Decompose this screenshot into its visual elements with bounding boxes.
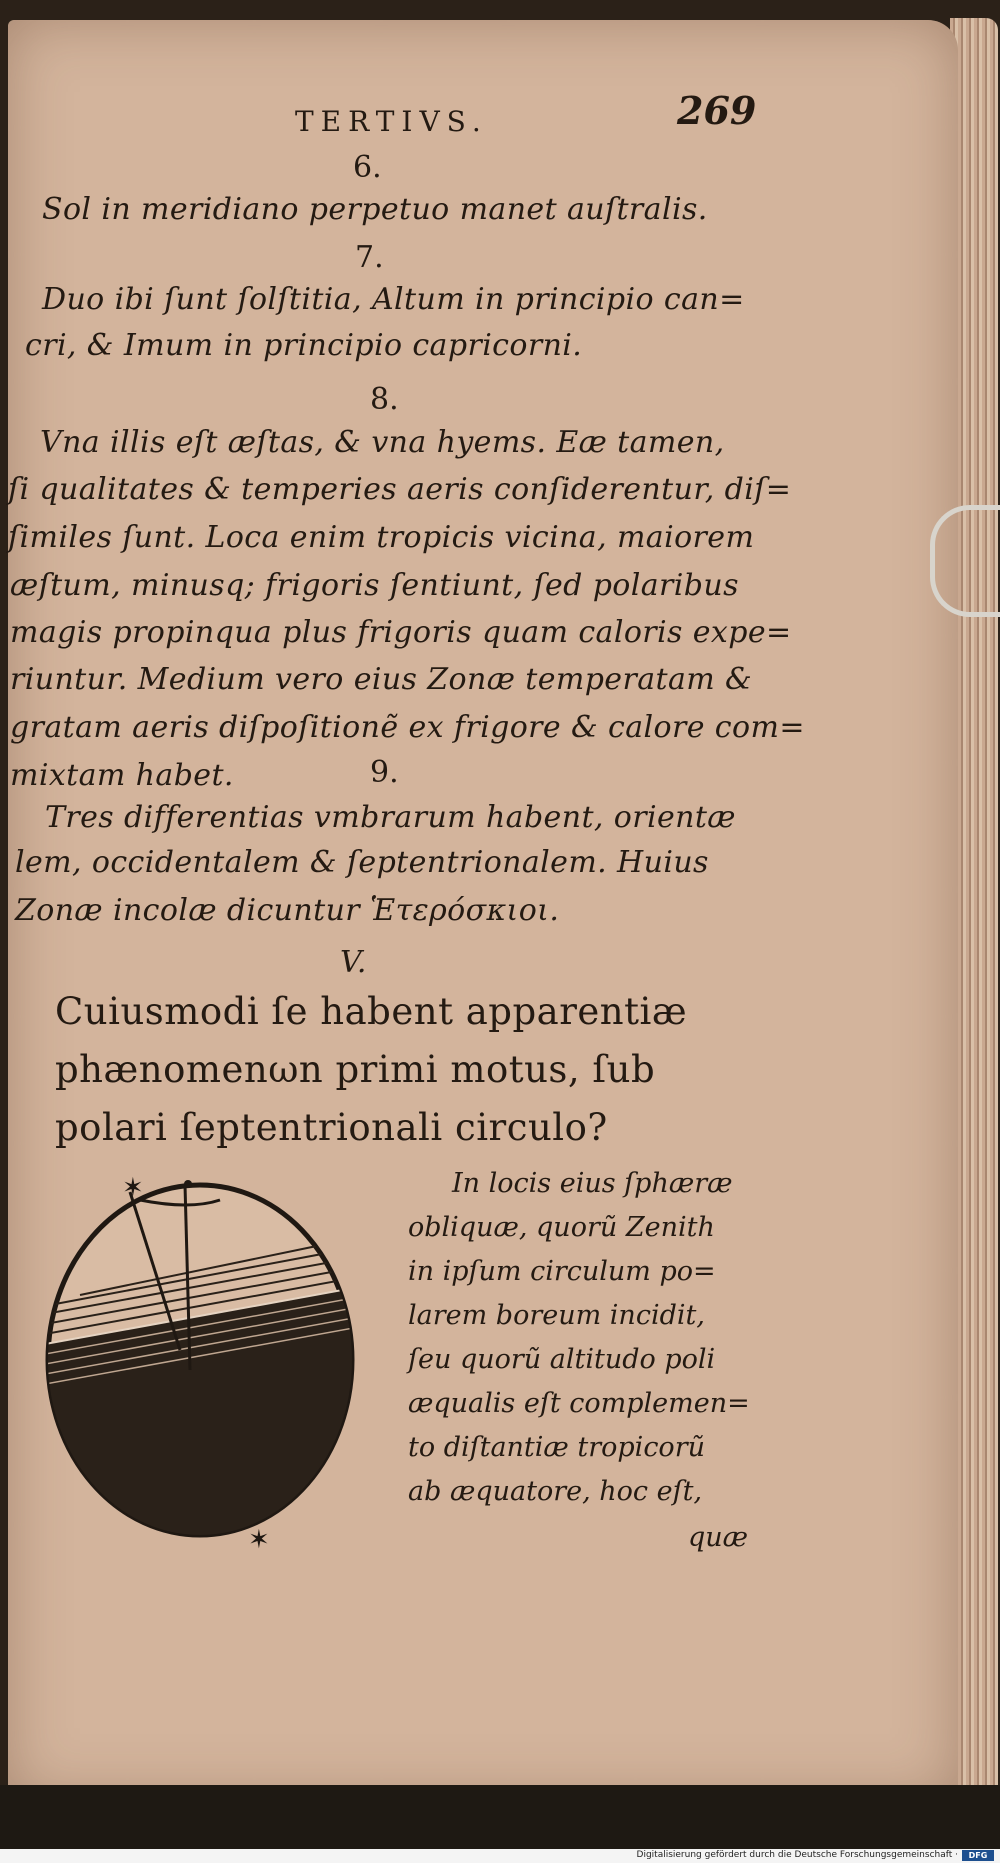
south-pole-star-icon: ✶ (248, 1525, 270, 1555)
side-text-line: in ipſum circulum po= (408, 1256, 716, 1287)
page-number: 269 (677, 88, 757, 133)
side-text-line: ſeu quorũ altitudo poli (408, 1344, 716, 1375)
running-header: TERTIVS. (295, 105, 488, 138)
text-line: ſi qualitates & temperies aeris conſiderentur, diſ= (8, 472, 792, 507)
section-number-9: 9. (370, 755, 399, 790)
sphere-woodcut-figure (20, 1170, 380, 1570)
catchword: quæ (688, 1522, 749, 1553)
chapter-heading-line: phænomenωn primi motus, ſub (55, 1048, 656, 1091)
text-line: magis propinqua plus frigoris quam caloris expe= (10, 615, 792, 650)
text-line: Duo ibi ſunt ſolſtitia, Altum in principio can= (42, 282, 745, 317)
side-text-line: ab æquatore, hoc eſt, (408, 1476, 703, 1507)
book-clip (930, 505, 1000, 617)
text-line: riuntur. Medium vero eius Zonæ temperatam & (10, 662, 753, 697)
side-text-line: to diſtantiæ tropicorũ (408, 1432, 705, 1463)
section-number-7: 7. (355, 240, 384, 275)
chapter-numeral: V. (340, 945, 367, 980)
side-text-line: obliquæ, quorũ Zenith (408, 1212, 715, 1243)
side-text-line: In locis eius ſphæræ (452, 1168, 733, 1199)
text-line: Vna illis eſt æſtas, & vna hyems. Eæ tamen, (40, 425, 725, 460)
side-text-line: larem boreum incidit, (408, 1300, 705, 1331)
text-line: cri, & Imum in principio capricorni. (25, 328, 583, 363)
chapter-heading-line: Cuiusmodi ſe habent apparentiæ (55, 990, 688, 1033)
funding-credit: Digitalisierung gefördert durch die Deutsche Forschungsgemeinschaft · (636, 1850, 958, 1860)
chapter-heading-line: polari ſeptentrionali circulo? (55, 1106, 608, 1149)
text-line: Zonæ incolæ dicuntur Ἑτερόσκιοι. (15, 893, 560, 928)
section-number-6: 6. (353, 150, 382, 185)
text-line: mixtam habet. (10, 758, 234, 793)
scan-border-bottom (0, 1785, 1000, 1850)
text-line: Tres differentias vmbrarum habent, orientæ (45, 800, 736, 835)
text-line: gratam aeris diſpoſitionẽ ex frigore & calore com= (10, 710, 805, 745)
text-line: æſtum, minusq; frigoris ſentiunt, ſed polaribus (10, 568, 739, 603)
text-line: Sol in meridiano perpetuo manet auſtralis. (42, 192, 708, 227)
pole-star-icon: ✶ (122, 1173, 144, 1203)
dfg-logo: DFG (962, 1850, 994, 1861)
side-text-line: æqualis eſt complemen= (408, 1388, 750, 1419)
section-number-8: 8. (370, 382, 399, 417)
text-line: ſimiles ſunt. Loca enim tropicis vicina, maiorem (8, 520, 755, 555)
zenith-point (184, 1180, 192, 1188)
text-line: lem, occidentalem & ſeptentrionalem. Huius (15, 845, 709, 880)
